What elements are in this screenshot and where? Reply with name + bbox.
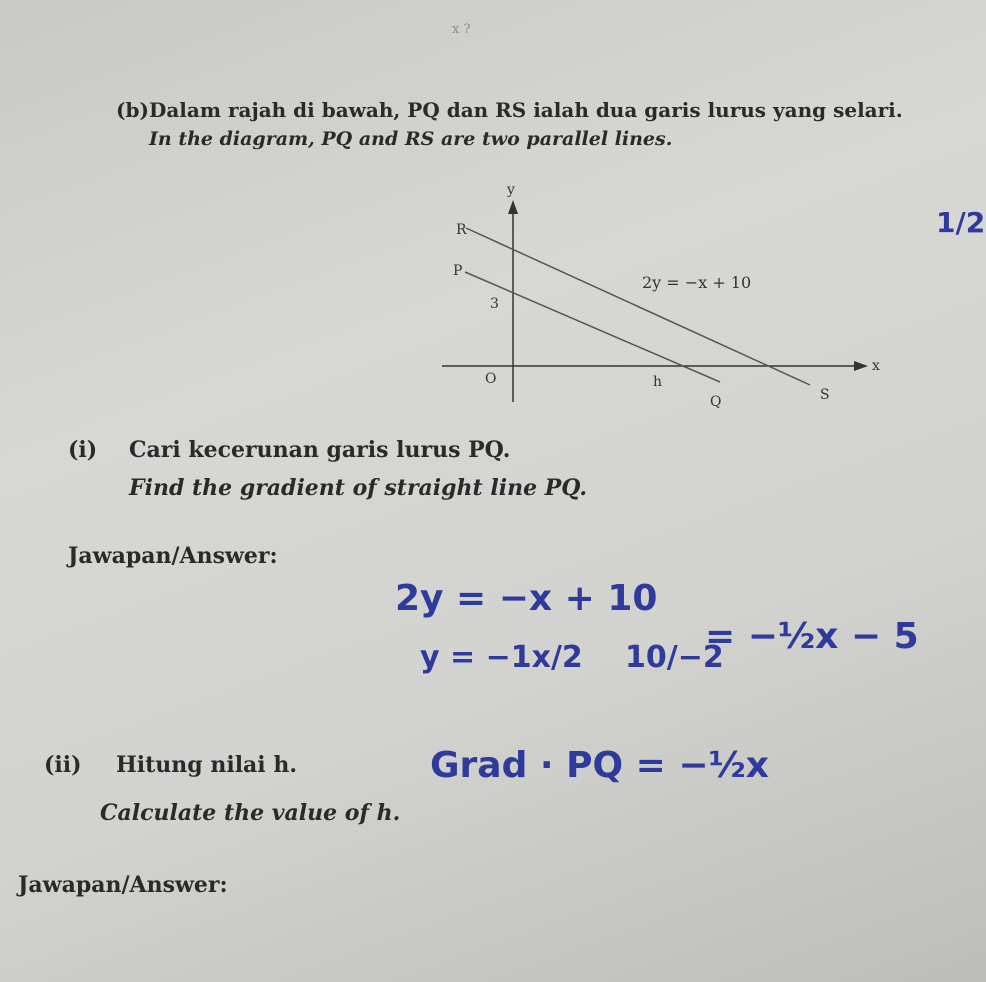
y-axis-label: y — [507, 182, 515, 198]
question-b-label: (b) — [116, 98, 149, 122]
part-i-answer-label: Jawapan/Answer: — [68, 543, 278, 569]
h-label: h — [653, 374, 663, 390]
handwriting-line-1: 2y = −x + 10 — [395, 578, 658, 619]
handwriting-line-2a: y = −1x/2 — [420, 640, 583, 675]
intercept-label: 3 — [490, 296, 499, 312]
parallel-lines-diagram — [420, 180, 890, 420]
line-rs-equation: 2y = −x + 10 — [642, 273, 752, 292]
x-axis-label: x — [872, 358, 880, 374]
point-p-label: P — [453, 263, 463, 279]
y-axis-arrow — [508, 200, 518, 214]
part-i-english-text: Find the gradient of straight line PQ. — [129, 475, 587, 501]
part-ii-english-text: Calculate the value of h. — [100, 800, 401, 826]
origin-label: O — [485, 371, 497, 387]
point-q-label: Q — [710, 394, 722, 410]
margin-note: 1/2 — [936, 206, 986, 239]
part-ii-answer-label: Jawapan/Answer: — [18, 872, 228, 898]
line-rs — [466, 228, 810, 385]
handwriting-line-2c: = −½x − 5 — [705, 616, 919, 657]
part-ii-label: (ii) — [44, 752, 82, 778]
x-axis-arrow — [854, 361, 868, 371]
point-s-label: S — [820, 387, 830, 403]
part-ii-malay-text: Hitung nilai h. — [116, 752, 297, 778]
handwriting-gradient: Grad · PQ = −½x — [430, 745, 769, 786]
handwriting-line-2b: 10/−2 — [625, 640, 724, 675]
point-r-label: R — [456, 222, 467, 238]
page-mark: x ? — [452, 22, 471, 37]
part-i-malay-text: Cari kecerunan garis lurus PQ. — [129, 437, 511, 463]
question-b-english-text: In the diagram, PQ and RS are two parallel lines. — [149, 128, 673, 150]
part-i-label: (i) — [68, 437, 98, 463]
question-b-malay-text: Dalam rajah di bawah, PQ dan RS ialah dua garis lurus yang selari. — [149, 98, 903, 122]
